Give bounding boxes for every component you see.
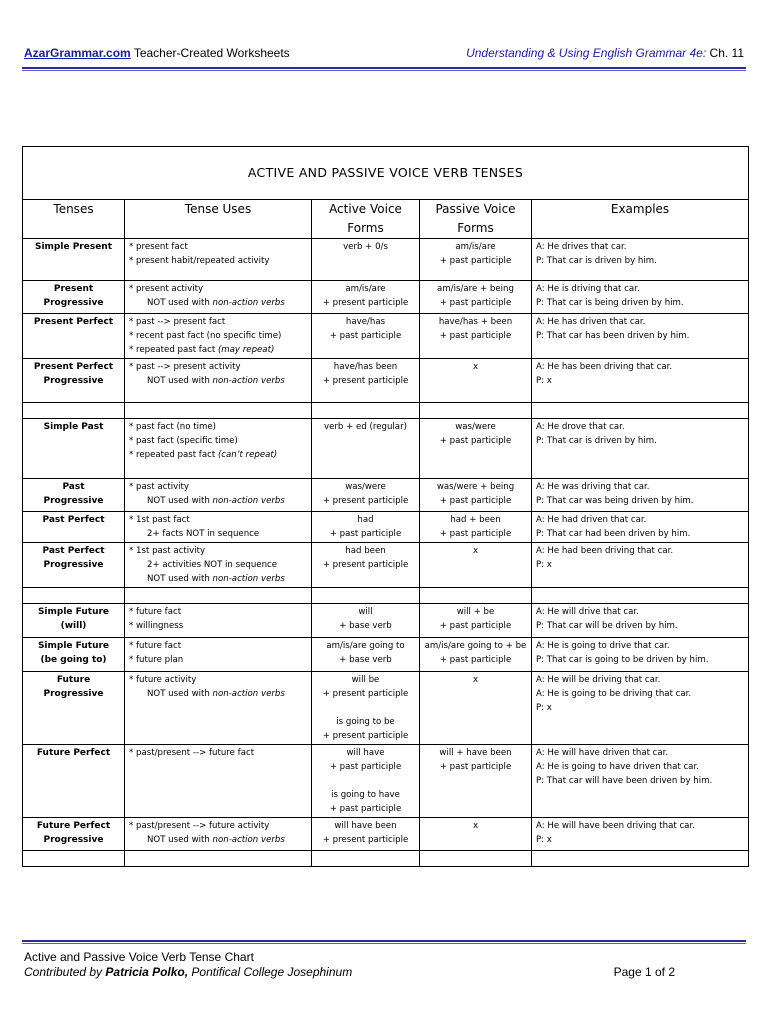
passive-voice-form: x <box>420 543 532 588</box>
empty-cell <box>420 588 532 604</box>
active-voice-form: will be + present participle is going to be + present participle <box>312 672 420 745</box>
tense-name: Future Perfect <box>23 745 125 818</box>
empty-cell <box>420 403 532 419</box>
contributed-by-label: Contributed by <box>24 965 106 979</box>
tense-name: Present Perfect <box>23 314 125 359</box>
table-row <box>23 479 749 512</box>
active-voice-form: am/is/are going to + base verb <box>312 638 420 672</box>
active-voice-form: had been + present participle <box>312 543 420 588</box>
tense-uses: * past --> present activity NOT used with non-action verbs <box>125 359 312 403</box>
active-voice-form: have/has + past participle <box>312 314 420 359</box>
col-header-passive: Passive Voice Forms <box>420 200 532 239</box>
site-link[interactable]: AzarGrammar.com <box>24 46 131 60</box>
site-suffix: Teacher-Created Worksheets <box>130 46 290 60</box>
examples: A: He will be driving that car. A: He is going to be driving that car. P: x <box>532 672 749 745</box>
empty-cell <box>312 851 420 867</box>
author-name: Patricia Polko, <box>105 965 189 979</box>
tense-uses: * present activity NOT used with non-action verbs <box>125 281 312 314</box>
table-row <box>23 419 749 479</box>
footer-credit <box>24 965 352 979</box>
passive-voice-form: x <box>420 359 532 403</box>
col-header-tenses: Tenses <box>23 200 125 239</box>
passive-voice-form: have/has + been + past participle <box>420 314 532 359</box>
examples: A: He has been driving that car. P: x <box>532 359 749 403</box>
table-row <box>23 281 749 314</box>
empty-cell <box>312 588 420 604</box>
col-header-active: Active Voice Forms <box>312 200 420 239</box>
table-row <box>23 638 749 672</box>
table-row <box>23 512 749 543</box>
tense-uses: * present fact * present habit/repeated activity <box>125 239 312 281</box>
verb-tense-chart <box>22 146 749 867</box>
passive-voice-form: am/is/are + being + past participle <box>420 281 532 314</box>
passive-voice-form: am/is/are going to + be + past participle <box>420 638 532 672</box>
empty-cell <box>23 588 125 604</box>
table-row <box>23 672 749 745</box>
empty-cell <box>312 403 420 419</box>
page-header-left <box>24 46 290 60</box>
examples: A: He is going to drive that car. P: That car is going to be driven by him. <box>532 638 749 672</box>
examples: A: He is driving that car. P: That car is being driven by him. <box>532 281 749 314</box>
examples: A: He drove that car. P: That car is driven by him. <box>532 419 749 479</box>
table-row <box>23 239 749 281</box>
tense-name: Future Perfect Progressive <box>23 818 125 851</box>
passive-voice-form: was/were + past participle <box>420 419 532 479</box>
empty-cell <box>125 588 312 604</box>
empty-cell <box>125 403 312 419</box>
tense-name: Present Progressive <box>23 281 125 314</box>
table-row <box>23 604 749 638</box>
tense-uses: * 1st past activity 2+ activities NOT in sequence NOT used with non-action verbs <box>125 543 312 588</box>
tense-uses: * past/present --> future activity NOT used with non-action verbs <box>125 818 312 851</box>
empty-cell <box>532 403 749 419</box>
table-row <box>23 359 749 403</box>
chapter-label: Ch. 11 <box>706 46 744 60</box>
empty-cell <box>532 851 749 867</box>
col-header-uses: Tense Uses <box>125 200 312 239</box>
tense-name: Past Perfect <box>23 512 125 543</box>
passive-voice-form: was/were + being + past participle <box>420 479 532 512</box>
active-voice-form: was/were + present participle <box>312 479 420 512</box>
footer-title: Active and Passive Voice Verb Tense Chart <box>24 950 254 964</box>
active-voice-form: verb + 0/s <box>312 239 420 281</box>
examples: A: He will have been driving that car. P: x <box>532 818 749 851</box>
table-row <box>23 543 749 588</box>
tense-uses: * 1st past fact 2+ facts NOT in sequence <box>125 512 312 543</box>
active-voice-form: verb + ed (regular) <box>312 419 420 479</box>
examples: A: He will have driven that car. A: He is going to have driven that car. P: That car will have been driven by him. <box>532 745 749 818</box>
tense-uses: * past --> present fact * recent past fact (no specific time) * repeated past fact (may repeat) <box>125 314 312 359</box>
table-row <box>23 314 749 359</box>
active-voice-form: will + base verb <box>312 604 420 638</box>
passive-voice-form: will + be + past participle <box>420 604 532 638</box>
header-rule <box>22 67 746 71</box>
passive-voice-form: x <box>420 672 532 745</box>
empty-cell <box>23 851 125 867</box>
column-header-row <box>23 200 749 239</box>
section-separator-row <box>23 588 749 604</box>
tense-name: Simple Future (be going to) <box>23 638 125 672</box>
tense-name: Past Perfect Progressive <box>23 543 125 588</box>
empty-cell <box>125 851 312 867</box>
examples: A: He drives that car. P: That car is driven by him. <box>532 239 749 281</box>
tense-name: Simple Present <box>23 239 125 281</box>
section-separator-row <box>23 851 749 867</box>
footer-rule <box>22 940 746 944</box>
tense-uses: * past activity NOT used with non-action verbs <box>125 479 312 512</box>
section-separator-row <box>23 403 749 419</box>
active-voice-form: will have been + present participle <box>312 818 420 851</box>
tense-name: Future Progressive <box>23 672 125 745</box>
table-row <box>23 745 749 818</box>
empty-cell <box>532 588 749 604</box>
tense-name: Past Progressive <box>23 479 125 512</box>
active-voice-form: will have + past participle is going to have + past participle <box>312 745 420 818</box>
tense-uses: * future activity NOT used with non-action verbs <box>125 672 312 745</box>
tense-uses: * future fact * future plan <box>125 638 312 672</box>
tense-uses: * past fact (no time) * past fact (specific time) * repeated past fact (can’t repeat) <box>125 419 312 479</box>
examples: A: He had been driving that car. P: x <box>532 543 749 588</box>
empty-cell <box>420 851 532 867</box>
examples: A: He will drive that car. P: That car will be driven by him. <box>532 604 749 638</box>
examples: A: He had driven that car. P: That car had been driven by him. <box>532 512 749 543</box>
page-header-right <box>466 46 744 60</box>
passive-voice-form: will + have been + past participle <box>420 745 532 818</box>
active-voice-form: have/has been + present participle <box>312 359 420 403</box>
empty-cell <box>23 403 125 419</box>
institution-name: Pontifical College Josephinum <box>188 965 353 979</box>
tense-name: Simple Future (will) <box>23 604 125 638</box>
examples: A: He was driving that car. P: That car was being driven by him. <box>532 479 749 512</box>
passive-voice-form: am/is/are + past participle <box>420 239 532 281</box>
page-number: Page 1 of 2 <box>613 965 675 979</box>
tense-uses: * future fact * willingness <box>125 604 312 638</box>
active-voice-form: had + past participle <box>312 512 420 543</box>
table-row <box>23 818 749 851</box>
active-voice-form: am/is/are + present participle <box>312 281 420 314</box>
tense-name: Present Perfect Progressive <box>23 359 125 403</box>
book-title: Understanding & Using English Grammar 4e: <box>466 46 707 60</box>
tense-uses: * past/present --> future fact <box>125 745 312 818</box>
tense-name: Simple Past <box>23 419 125 479</box>
chart-title: ACTIVE AND PASSIVE VOICE VERB TENSES <box>23 147 749 200</box>
col-header-examples: Examples <box>532 200 749 239</box>
passive-voice-form: had + been + past participle <box>420 512 532 543</box>
passive-voice-form: x <box>420 818 532 851</box>
examples: A: He has driven that car. P: That car has been driven by him. <box>532 314 749 359</box>
